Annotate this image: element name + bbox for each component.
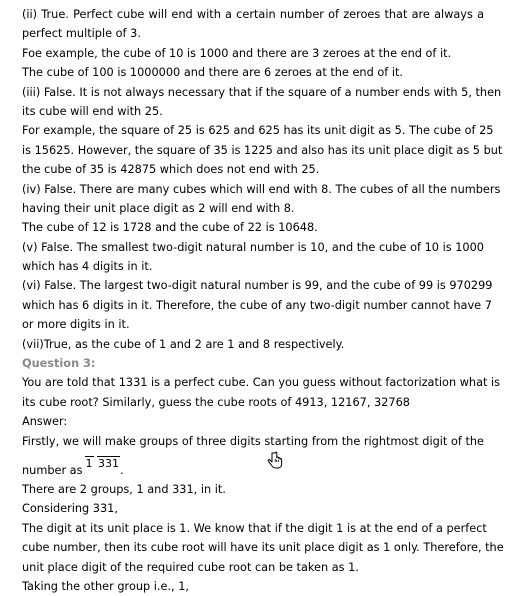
text-line: The cube of 12 is 1728 and the cube of 22 is 10648.	[22, 221, 318, 235]
text-line: is 15625. However, the square of 35 is 1225 and also has its unit place digit as 5 but	[22, 143, 503, 157]
answer-label: Answer:	[22, 415, 68, 429]
question-text-line: You are told that 1331 is a perfect cube. Can you guess without factorization what is	[22, 376, 501, 390]
text-line: (ii) True. Perfect cube will end with a certain number of zeroes that are always a	[22, 8, 484, 21]
text-line: which has 6 digits in it. Therefore, the cube of any two-digit number cannot have 7	[22, 298, 492, 312]
group-one: 1	[85, 456, 93, 470]
question-heading: Question 3:	[22, 357, 96, 371]
answer-text-line: unit place digit of the required cube root can be taken as 1.	[22, 560, 359, 574]
text-line: Foe example, the cube of 10 is 1000 and there are 3 zeroes at the end of it.	[22, 46, 452, 60]
text-line: (iii) False. It is not always necessary that if the square of a number ends with 5, then	[22, 85, 502, 99]
text-line: (vi) False. The largest two-digit natural number is 99, and the cube of 99 is 970299	[22, 279, 493, 293]
answer-text-line: Considering 331,	[22, 502, 118, 516]
answer-text-line: cube number, then its cube root will have its unit place digit as 1 only. Therefore, the	[22, 541, 504, 555]
text-line: (v) False. The smallest two-digit natural number is 10, and the cube of 10 is 1000	[22, 240, 484, 254]
hand-pointer-icon	[266, 451, 286, 471]
text-line: the cube of 35 is 42875 which does not end with 25.	[22, 163, 320, 177]
number-as-suffix: .	[120, 463, 124, 477]
question-text-line: its cube root? Similarly, guess the cube roots of 4913, 12167, 32768	[22, 395, 410, 409]
text-line: or more digits in it.	[22, 318, 130, 332]
answer-text-line: Firstly, we will make groups of three digits starting from the rightmost digit of the	[22, 434, 484, 448]
text-line: its cube will end with 25.	[22, 104, 163, 118]
text-line: having their unit place digit as 2 will end with 8.	[22, 201, 295, 215]
text-line: which has 4 digits in it.	[22, 260, 153, 274]
group-two: 331	[98, 456, 119, 470]
text-line: perfect multiple of 3.	[22, 27, 141, 41]
text-line: (iv) False. There are many cubes which will end with 8. The cubes of all the numbers	[22, 182, 501, 196]
answer-text-line: There are 2 groups, 1 and 331, in it.	[22, 482, 226, 496]
number-as-label: number as	[22, 463, 83, 477]
text-line: (vii)True, as the cube of 1 and 2 are 1 and 8 respectively.	[22, 337, 345, 351]
text-line: The cube of 100 is 1000000 and there are 6 zeroes at the end of it.	[22, 66, 403, 80]
answer-text-line: Taking the other group i.e., 1,	[22, 579, 190, 593]
text-line: For example, the square of 25 is 625 and 625 has its unit digit as 5. The cube of 25	[22, 124, 494, 138]
answer-text-line: The digit at its unit place is 1. We know that if the digit 1 is at the end of a perfect	[22, 521, 487, 535]
document-body	[22, 5, 504, 596]
grouped-number	[85, 449, 121, 478]
grouped-number-line	[22, 451, 484, 480]
